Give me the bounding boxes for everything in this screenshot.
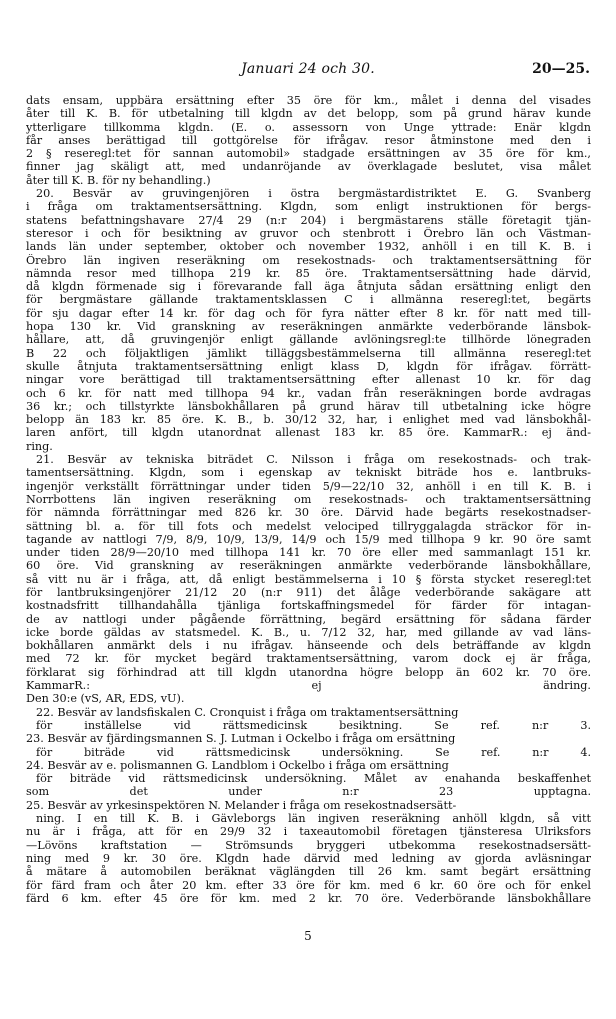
text-line: för biträde vid rättsmedicinsk undersökning. Se ref. n:r 4. <box>36 745 591 759</box>
text-line: hållare, att, då gruvingenjör enligt gällande avlöningsregl:te tillhörde lönegraden <box>26 333 591 347</box>
text-line: åter till K. B. för ny behandling.) <box>26 173 211 187</box>
document-body <box>26 94 591 905</box>
text-line: å mätare å automobilen beräknat väglängden till 26 km. samt begärt ersättning <box>26 865 591 879</box>
text-line: som det under n:r 23 upptagna. <box>26 785 591 799</box>
text-line: för bergmästare gällande traktamentsklassen C i allmänna reseregl:tet, begärts <box>26 293 591 307</box>
text-line: ning. I en till K. B. i Gävleborgs län ingiven reseräkning anhöll klgdn, så vitt <box>36 812 591 826</box>
text-line: nämnda resor med tillhopa 219 kr. 85 öre. Traktamentsersättning hade därvid, <box>26 266 591 280</box>
text-line: får anses berättigad till gottgörelse för ifrågav. resor åtminstone med den i <box>26 133 591 147</box>
text-line: under tiden 28/9—20/10 med tillhopa 141 kr. 70 öre eller med sammanlagt 151 kr. <box>26 546 591 560</box>
text-line: Norrbottens län ingiven reseräkning om resekostnads- och traktamentsersättning <box>26 492 591 506</box>
text-line: sättning bl. a. för till fots och medelst velociped tillryggalagda sträckor för in- <box>26 519 591 533</box>
text-line: statens befattningshavare 27/4 29 (n:r 204) i bergmästarens ställe företagit tjän- <box>26 213 591 227</box>
text-line: 23. Besvär av fjärdingsmannen S. J. Lutman i Ockelbo i fråga om ersättning <box>26 732 456 746</box>
text-line: 36 kr.; och tillstyrkte länsbokhållaren på grund härav till utbetalning icke högre <box>26 399 591 413</box>
text-line: finner jag skäligt att, med undanröjande av överklagade beslutet, visa målet <box>26 160 591 174</box>
text-line: steresor i och för besiktning av gruvor och stenbrott i Örebro län och Västman- <box>26 226 591 240</box>
text-line: Den 30:e (vS, AR, EDS, vU). <box>26 692 185 706</box>
text-line: ningar vore berättigad till traktamentsersättning efter allenast 10 kr. för dag <box>26 373 591 387</box>
text-line: icke borde gäldas av statsmedel. K. B., u. 7/12 32, har, med gillande av vad läns- <box>26 625 591 639</box>
text-line: då klgdn förmenade sig i förevarande fall äga åtnjuta sådan ersättning enligt den <box>26 280 591 294</box>
text-line: 22. Besvär av landsfiskalen C. Cronquist i fråga om traktamentsersättning <box>36 705 459 719</box>
header-title: Januari 24 och 30. <box>241 61 375 77</box>
text-line: laren anfört, till klgdn utanordnat allenast 183 kr. 85 öre. KammarR.: ej änd- <box>26 426 591 440</box>
text-line: och 6 kr. för natt med tillhopa 94 kr., vadan från reseräkningen borde avdragas <box>26 386 591 400</box>
text-line: belopp än 183 kr. 85 öre. K. B., b. 30/12 32, har, i enlighet med vad länsbokhål- <box>26 413 591 427</box>
text-line: 21. Besvär av tekniska biträdet C. Nilsson i fråga om resekostnads- och trak- <box>36 453 591 467</box>
text-line: ring. <box>26 439 53 453</box>
text-line: de av nattlogi under pågående förrättning, begärd ersättning för sådana färder <box>26 612 591 626</box>
header-case-numbers: 20—25. <box>532 61 590 77</box>
text-line: bokhållaren anmärkt dels i nu ifrågav. hänseende och dels beträffande av klgdn <box>26 639 591 653</box>
text-line: —Lövöns kraftstation — Strömsunds bryggeri utbekomma resekostnadsersätt- <box>26 838 591 852</box>
text-line: hopa 130 kr. Vid granskning av reseräkningen anmärkte vederbörande länsbok- <box>26 320 591 334</box>
text-line: 25. Besvär av yrkesinspektören N. Melander i fråga om resekostnadsersätt- <box>26 798 457 812</box>
text-line: med 72 kr. för mycket begärd traktamentsersättning, varom dock ej är fråga, <box>26 652 591 666</box>
text-line: ytterligare tillkomma klgdn. (E. o. assessorn von Unge yttrade: Enär klgdn <box>26 120 591 134</box>
text-line: ingenjör verkställt förrättningar under tiden 5/9—22/10 32, anhöll i en till K. B. i <box>26 479 591 493</box>
text-line: i fråga om traktamentsersättning. Klgdn, som enligt instruktionen för bergs- <box>26 200 591 214</box>
text-line: B 22 och följaktligen jämlikt tilläggsbestämmelserna till allmänna reseregl:tet <box>26 346 591 360</box>
text-line: förklarat sig förhindrad att till klgdn utanordna högre belopp än 602 kr. 70 öre. <box>26 665 591 679</box>
text-line: för lantbruksingenjörer 21/12 20 (n:r 911) det ålåge vederbörande sakägare att <box>26 585 591 599</box>
text-line: tagande av nattlogi 7/9, 8/9, 10/9, 13/9, 14/9 och 15/9 med tillhopa 9 kr. 90 öre samt <box>26 532 591 546</box>
text-line: 2 § reseregl:tet för sannan automobil» stadgade ersättningen av 35 öre för km., <box>26 147 591 161</box>
running-header <box>26 61 590 81</box>
text-line: Örebro län ingiven reseräkning om resekostnads- och traktamentsersättning för <box>26 253 591 267</box>
text-line: för färd fram och åter 20 km. efter 33 öre för km. med 6 kr. 60 öre och för enkel <box>26 878 591 892</box>
text-line: så vitt nu är i fråga, att, då enligt bestämmelserna i 10 § första stycket reseregl:tet <box>26 572 591 586</box>
text-line: lands län under september, oktober och november 1932, anhöll i en till K. B. i <box>26 240 591 254</box>
text-line: 20. Besvär av gruvingenjören i östra bergmästardistriktet E. G. Svanberg <box>36 187 591 201</box>
text-line: ning med 9 kr. 30 öre. Klgdn hade därvid med ledning av gjorda avläsningar <box>26 851 591 865</box>
page-number: 5 <box>304 929 312 943</box>
text-line: åter till K. B. för utbetalning till klgdn av det belopp, som på grund härav kunde <box>26 107 591 121</box>
text-line: för biträde vid rättsmedicinsk undersökning. Målet av enahanda beskaffenhet <box>36 772 591 786</box>
text-line: skulle åtnjuta traktamentsersättning enligt klass D, klgdn för ifrågav. förrätt- <box>26 359 591 373</box>
text-line: 24. Besvär av e. polismannen G. Landblom i Ockelbo i fråga om ersättning <box>26 758 449 772</box>
text-line: för nämnda förrättningar med 826 kr. 30 öre. Därvid hade begärts resekostnadser- <box>26 506 591 520</box>
text-line: tamentsersättning. Klgdn, som i egenskap av tekniskt biträde hos e. lantbruks- <box>26 466 591 480</box>
text-line: nu är i fråga, att för en 29/9 32 i taxeautomobil företagen tjänsteresa Ulriksfors <box>26 825 591 839</box>
text-line: KammarR.: ej ändring. <box>26 679 591 693</box>
text-line: dats ensam, uppbära ersättning efter 35 öre för km., målet i denna del visades <box>26 94 591 107</box>
text-line: för sju dagar efter 14 kr. för dag och för fyra nätter efter 8 kr. för natt med till- <box>26 306 591 320</box>
text-line: kostnadsfritt tillhandahålla tjänliga fortskaffningsmedel för färder för intagan- <box>26 599 591 613</box>
text-line: för inställelse vid rättsmedicinsk besiktning. Se ref. n:r 3. <box>36 718 591 732</box>
text-line: färd 6 km. efter 45 öre för km. med 2 kr. 70 öre. Vederbörande länsbokhållare <box>26 891 591 905</box>
text-line: 60 öre. Vid granskning av reseräkningen anmärkte vederbörande länsbokhållare, <box>26 559 591 573</box>
